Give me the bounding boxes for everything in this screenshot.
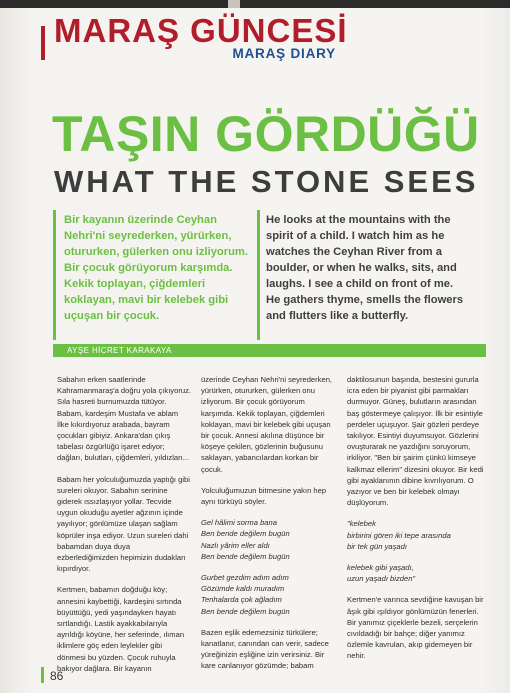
body-paragraph: Sabahın erken saatlerinde Kahramanmaraş'a doğru yola çıkıyoruz. Sıla hasreti burnumuzda tütüyor. Babam, kardeşim Mustafa ve ablam İlke kıkırdıyoruz arabada, bayram çocukları gibiyiz. Ankara'dan çıkış tabelası özgürlüğü işaret ediyor; dağları, bulutları, çiğdemleri, yıldızları... [57, 375, 191, 463]
body-column-1 [57, 374, 191, 684]
section-accent-bar [41, 26, 45, 60]
lead-en-rule [257, 210, 260, 340]
author-name: AYŞE HİCRET KARAKAYA [67, 346, 172, 355]
page-number-rule [41, 667, 44, 683]
lead-paragraph-en: He looks at the mountains with the spirit of a child. I watch him as he watches the Ceyhan River from a boulder, or when he walks, sits, and laughs. I see a child on front of me. He gathers thyme, smells the flowers and flutters like a butterfly. [266, 214, 464, 322]
lead-paragraph-tr: Bir kayanın üzerinde Ceyhan Nehri'ni seyrederken, yürürken, otururken, gülerken onu izliyorum. Bir çocuk görüyorum karşımda. Kekik toplayan, çiğdemleri koklayan, mavi bir kelebek gibi uçuşan bir çocuk. [64, 214, 248, 322]
body-paragraph: Yolculuğumuzun bitmesine yakın hep aynı türküyü söyler. [201, 485, 327, 507]
page-number: 86 [50, 669, 64, 683]
body-column-3 [347, 374, 484, 672]
body-paragraph: üzerinde Ceyhan Nehri'ni seyrederken, yürürken, otururken, gülerken onu izliyorum. Bir çocuk görüyorum karşımda. Kekik toplayan, çiğdemleri koklayan, mavi bir kelebek gibi uçuşan bir çocuk. Annesi akılına düşünce bir köşeye çekilen, gözlerinin buğusunu saklayan, yabancılardan korkan bir çocuk. [201, 375, 333, 474]
body-column-2 [201, 374, 339, 682]
verse-stanza: "kelebek birbirini gören iki tepe arasında bir tek gün yaşadı [347, 519, 451, 551]
article-title-tr: TAŞIN GÖRDÜĞÜ [52, 106, 480, 162]
top-strip-notch [228, 0, 240, 8]
section-subtitle: MARAŞ DIARY [232, 46, 336, 61]
section-title: MARAŞ GÜNCESİ [54, 12, 348, 49]
article-title-en: WHAT THE STONE SEES [54, 164, 479, 199]
verse-stanza: Gurbet gezdim adım adım Gözümde kaldı muradım Tenhalarda çok ağladım Ben bende değilem bugün [201, 573, 290, 616]
verse-stanza: kelebek gibi yaşadı, uzun yaşadı bizden" [347, 563, 416, 584]
body-paragraph: Kertmen'e varınca sevdiğine kavuşan bir âşık gibi ışıldıyor gönlümüzün fenerleri. Bir yanımız çiçeklerle bezeli, serçelerin cıvıldadığı bir bahçe; diğer yanımız özlemle kavrulan, akıp gidemeyen bir nehir. [347, 595, 484, 661]
body-paragraph: Babam her yolculuğumuzda yaptığı gibi sureleri okuyor. Sabahın serinine giderek ıssızlaşıyor yollar. Tecvide uygun okuduğu ayetler ağzının içinde yayılıyor; gönlümüze ulaşan sağlam köprüler inşa ediyor. Uzun sureleri dahi babamdan duya duya ezberlediğimizden hepimizin dudakları kıpırdıyor. [57, 474, 190, 574]
body-paragraph: Kertmen, babamın doğduğu köy; annesini kaybettiği, kardeşini sırtında büyüttüğü, yedi yaşındayken hayatı sırtlandığı. Lastik ayakkabılarıyla ayrıldığı köyüne, her seferinde, ılıman iklimlere göç eden leylekler gibi dönmesi bu yüzden. Çocuk ruhuyla bakıyor dağlara. Bir kayanın [57, 585, 185, 673]
body-paragraph: Bazen eşlik edemezsiniz türkülere; kanatlanır, canından can verir, sadece yüreğinizin eşliğine izin verirsiniz. Bir kare canlanıyor gözümde; babam [201, 627, 329, 671]
top-strip [0, 0, 510, 8]
lead-tr-rule [53, 210, 56, 340]
verse-stanza: Gel hâlimi sorma bana Ben bende değilem bugün Nazlı yârim eller aldı Ben bende değilem bugün [201, 518, 290, 561]
body-paragraph: daktilosunun başında, bestesini gururla icra eden bir piyanist gibi parmakları durmuyor. Güneş, bulutların arasından baş göstermeye çalışıyor. İlk bir esintiyle perdeler uçuşuyor. Şair gözleri perdeye takılıyor. Esintiyi duyumsuyor. Gözlerini ovuşturarak ne yazdığını soruyorum, irkiliyor. "Ben bir şairim çünkü kimseye kalkmaz ellerim" dizesini okuyor. Bir kedi gibi ayaklanının dibine kıvrılıyorum. O yazıyor ve ben bir kelebek olmayı düşlüyorum. [347, 375, 484, 508]
